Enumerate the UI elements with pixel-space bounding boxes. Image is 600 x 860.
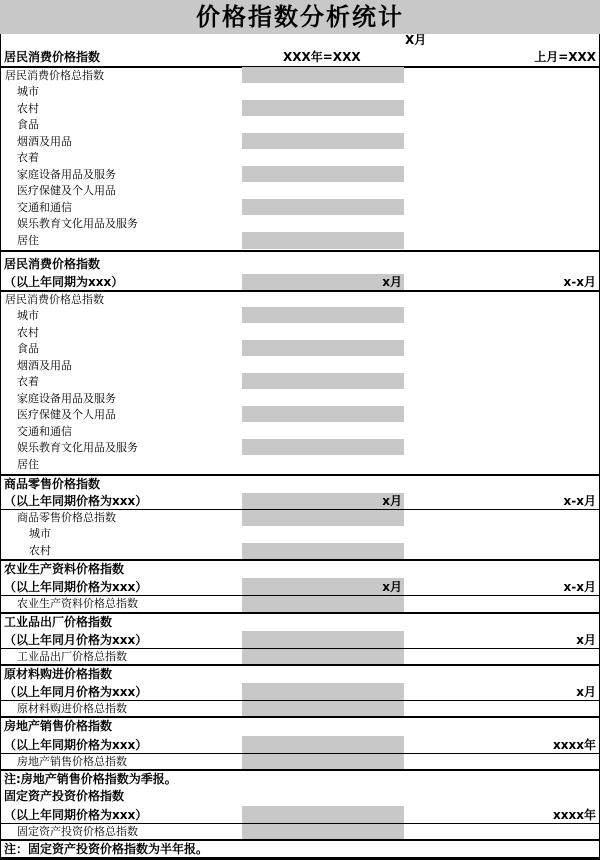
col-header-range: x-x月	[563, 494, 596, 508]
value-cell	[242, 307, 404, 323]
section-title: 固定资产投资价格指数	[4, 789, 125, 803]
item-label: 农村	[17, 102, 39, 115]
value-cell	[242, 510, 404, 526]
item-label: 城市	[17, 309, 39, 322]
section-title: 商品零售价格指数	[4, 477, 101, 491]
item-label: 商品零售价格总指数	[17, 511, 116, 524]
top-month-label: X月	[405, 33, 427, 47]
value-cell	[242, 543, 404, 559]
header-col2: 上月=XXX	[534, 50, 596, 64]
value-cell	[242, 133, 404, 149]
value-cell	[242, 340, 404, 356]
value-cell	[242, 166, 404, 182]
divider	[0, 250, 600, 252]
item-label: 医疗保健及个人用品	[17, 184, 116, 197]
col-header-year: xxxx年	[553, 808, 596, 822]
section-title: 原材料购进价格指数	[4, 667, 113, 681]
section-title: 农业生产资料价格指数	[4, 562, 125, 576]
item-label: 家庭设备用品及服务	[17, 392, 116, 405]
col-header-month: x月	[382, 275, 402, 289]
value-cell	[242, 406, 404, 422]
col-header-month: x月	[576, 685, 596, 699]
header-col1: XXX年=XXX	[283, 50, 361, 64]
page-title: 价格指数分析统计	[0, 0, 600, 34]
item-label: 农村	[29, 544, 51, 557]
item-label: 医疗保健及个人用品	[17, 408, 116, 421]
item-label: 家庭设备用品及服务	[17, 168, 116, 181]
section-title: 房地产销售价格指数	[4, 719, 113, 733]
section-title: 居民消费价格指数	[4, 257, 101, 271]
value-cell	[242, 373, 404, 389]
item-label: 居住	[17, 234, 39, 247]
note-text: 注:房地产销售价格指数为季报。	[4, 772, 177, 786]
item-label: 交通和通信	[17, 201, 72, 214]
item-label: 居民消费价格总指数	[5, 293, 104, 306]
section-subtitle: （以上年同月价格为xxx）	[4, 685, 148, 699]
section-title: 工业品出厂价格指数	[4, 615, 113, 629]
item-label: 烟酒及用品	[17, 359, 72, 372]
value-cell	[242, 199, 404, 215]
col-header-month: x月	[382, 494, 402, 508]
item-label: 食品	[17, 342, 39, 355]
value-cell	[242, 232, 404, 249]
item-label: 城市	[17, 85, 39, 98]
section-subtitle: （以上年同期价格为xxx）	[4, 808, 148, 822]
item-label: 衣着	[17, 151, 39, 164]
item-label: 烟酒及用品	[17, 135, 72, 148]
item-label: 农业生产资料价格总指数	[17, 597, 138, 610]
section-subtitle: （以上年同期价格为xxx）	[4, 738, 148, 752]
value-cell	[242, 100, 404, 116]
item-label: 交通和通信	[17, 425, 72, 438]
value-cell	[242, 67, 404, 83]
note-text: 注：固定资产投资价格指数为半年报。	[4, 842, 209, 856]
section-subtitle: （以上年同月价格为xxx）	[4, 633, 148, 647]
item-label: 原材料购进价格总指数	[17, 702, 127, 715]
section-subtitle: （以上年同期为xxx）	[4, 275, 124, 289]
section-subtitle: （以上年同期价格为xxx）	[4, 580, 148, 594]
item-label: 娱乐教育文化用品及服务	[17, 441, 138, 454]
section-subtitle: （以上年同期价格为xxx）	[4, 494, 148, 508]
item-label: 城市	[29, 527, 51, 540]
item-label: 娱乐教育文化用品及服务	[17, 217, 138, 230]
col-header-range: x-x月	[563, 580, 596, 594]
item-label: 工业品出厂价格总指数	[17, 650, 127, 663]
item-label: 农村	[17, 326, 39, 339]
col-header-range: x-x月	[563, 275, 596, 289]
col-header-month: x月	[576, 633, 596, 647]
col-header-month: x月	[382, 580, 402, 594]
item-label: 居民消费价格总指数	[5, 69, 104, 82]
item-label: 衣着	[17, 375, 39, 388]
col-header-year: xxxx年	[553, 738, 596, 752]
item-label: 居住	[17, 458, 39, 471]
item-label: 食品	[17, 118, 39, 131]
item-label: 固定资产投资价格总指数	[17, 825, 138, 838]
value-cell	[242, 439, 404, 455]
item-label: 房地产销售价格总指数	[17, 755, 127, 768]
left-border	[0, 34, 1, 860]
header-label: 居民消费价格指数	[4, 50, 101, 64]
